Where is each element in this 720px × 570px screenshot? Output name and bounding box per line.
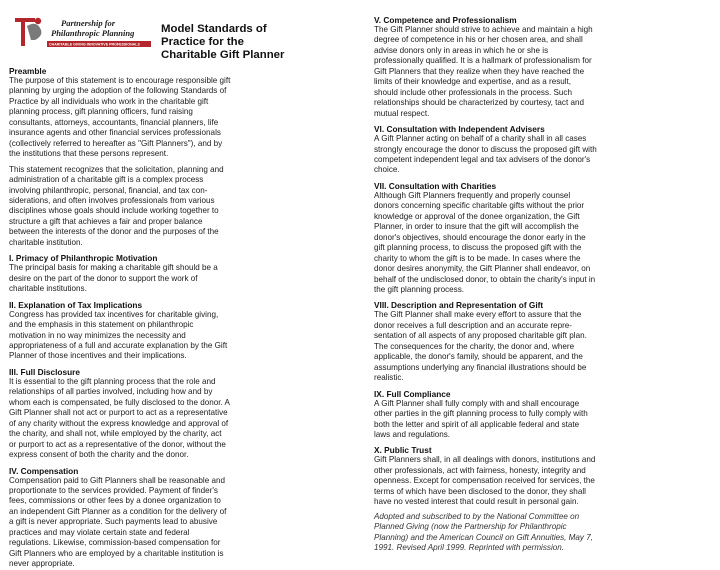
- text-line: donor's objectives, should encourage the donor early in the: [374, 232, 586, 242]
- logo-tagline: CHARITABLE GIVING INNOVATIVE PROFESSIONALS: [49, 42, 140, 47]
- text-line: practices and may violate certain state and federal: [9, 527, 190, 537]
- section-paragraph: [9, 263, 340, 294]
- right-body: [374, 15, 705, 508]
- section-heading: VII. Consultation with Charities: [374, 180, 497, 191]
- text-line: should include other professionals in the process. Such: [374, 87, 572, 97]
- footer-line: Planning) and the American Council on Gift Annuities, May 7,: [374, 532, 593, 542]
- text-line: consultants, attorneys, accountants, financial planners, life: [9, 117, 219, 127]
- text-line: Practice by all individuals who work in the charitable gift: [9, 96, 209, 106]
- logo-line2: Philanthropic Planning: [51, 28, 135, 38]
- text-line: administration of a charitable gift is a complex process: [9, 175, 204, 185]
- text-line: sentation of all aspects of any proposed charitable gift plan.: [374, 331, 587, 341]
- text-line: insurance agents and other financial services professionals: [9, 128, 221, 138]
- text-line: Congress has provided tax incentives for charitable giving,: [9, 309, 219, 319]
- text-line: Planner, in order to insure that the gift will accomplish the: [374, 222, 579, 232]
- document-header: [9, 0, 340, 66]
- text-line: desire on the part of the donor to support the work of: [9, 273, 198, 283]
- text-line: express consent of both the charity and the donor.: [9, 450, 189, 460]
- text-line: charitable institutions.: [9, 284, 87, 294]
- text-line: charitable institution.: [9, 237, 83, 247]
- section-paragraph: [374, 25, 705, 119]
- text-line: limits of their knowledge and expertise, and as a result,: [374, 77, 572, 87]
- text-line: between the interests of the donor and the purposes of the: [9, 227, 219, 237]
- text-line: It is essential to the gift planning process that the role and: [9, 376, 216, 386]
- text-line: the charity, and shall not, while employed by the charity, act: [9, 429, 222, 439]
- text-line: The principal basis for making a charitable gift should be a: [9, 263, 218, 273]
- text-line: motivation in no way minimizes the necessity and: [9, 330, 186, 340]
- logo-line1: Partnership for: [61, 18, 116, 28]
- text-line: advise donors only in areas in which he or she is: [374, 45, 549, 55]
- partnership-logo: [11, 12, 153, 52]
- text-line: donor desires anonymity, the Gift Planner shall endeavor, on: [374, 264, 591, 274]
- document-title-line: Model Standards of: [161, 23, 267, 35]
- text-line: relationships should be characterized by courtesy, tact and: [374, 98, 584, 108]
- text-line: The Gift Planner should strive to achieve and maintain a high: [374, 25, 593, 34]
- text-line: behalf of the undisclosed donor, to obtain the charity's input in: [374, 274, 596, 284]
- text-line: Gift Planners that they realize when they have reached the: [374, 66, 585, 76]
- text-line: planning process, gift planning officers, fund raising: [9, 107, 193, 117]
- text-line: realistic.: [374, 373, 404, 383]
- text-line: The purpose of this statement is to encourage responsible gift: [9, 76, 231, 85]
- text-line: choice.: [374, 165, 400, 175]
- text-line: planning by urging the adoption of the following Standards of: [9, 86, 227, 96]
- section-heading: V. Competence and Professionalism: [374, 15, 517, 25]
- text-line: Gift Planners shall, in all dealings with donors, institutions and: [374, 455, 596, 465]
- section-heading: IX. Full Compliance: [374, 388, 451, 399]
- text-line: (collectively referred to hereafter as "Gift Planners"), and by: [9, 138, 223, 148]
- text-line: Although Gift Planners frequently and properly counsel: [374, 190, 571, 200]
- section-paragraph: [9, 76, 340, 160]
- section-heading: X. Public Trust: [374, 445, 432, 456]
- left-column: [9, 0, 340, 570]
- section-heading: VI. Consultation with Independent Advisers: [374, 124, 545, 135]
- text-line: openness. Except for compensation received for services, the: [374, 476, 595, 486]
- left-body: [9, 66, 340, 570]
- text-line: structure a gift that achieves a fair and proper balance: [9, 216, 203, 226]
- footer-line: Planned Giving (now the Partnership for Philanthropic: [374, 522, 567, 532]
- footer-line: Adopted and subscribed to by the National Committee on: [374, 511, 580, 521]
- section-heading: IV. Compensation: [9, 465, 79, 476]
- text-line: donor receives a full description and an accurate repre-: [374, 320, 572, 330]
- text-line: The consequences for the charity, the donor and, where: [374, 341, 575, 351]
- text-line: The Gift Planner shall make every effort to assure that the: [374, 310, 582, 320]
- text-line: the gift planning process.: [374, 284, 464, 294]
- text-line: relationships of all parties involved, including how and by: [9, 387, 213, 397]
- footer-line: 1991. Revised April 1999. Reprinted with permission.: [374, 543, 565, 553]
- text-line: siderations, and often involves professionals from various: [9, 195, 215, 205]
- text-line: degree of competence in his or her chosen area, and shall: [374, 35, 583, 45]
- text-line: appropriateness of a full and accurate explanation by the Gift: [9, 340, 228, 350]
- right-column: [374, 0, 705, 553]
- section-heading: II. Explanation of Tax Implications: [9, 299, 143, 310]
- text-line: Gift Planner shall not act or purport to act as a representative: [9, 408, 228, 418]
- text-line: and the emphasis in this statement on philanthropic: [9, 320, 194, 330]
- section-heading: I. Primacy of Philanthropic Motivation: [9, 253, 158, 264]
- section-paragraph: [374, 399, 705, 441]
- section-paragraph: [374, 310, 705, 383]
- section-paragraph: [374, 455, 705, 507]
- text-line: applicable, the donor's family, should be apparent, and the: [374, 352, 583, 362]
- section-paragraph: [374, 134, 705, 176]
- text-line: never appropriate.: [9, 559, 75, 569]
- text-line: Gift Planners who are employed by a charitable institution is: [9, 548, 224, 558]
- text-line: of any charity without the express knowledge and approval of: [9, 418, 229, 428]
- document-title: [161, 23, 351, 62]
- text-line: Compensation paid to Gift Planners shall be reasonable and: [9, 475, 225, 485]
- text-line: an independent Gift Planner as a condition for the delivery of: [9, 506, 227, 516]
- document-title-line: Charitable Gift Planner: [161, 49, 285, 61]
- text-line: This statement recognizes that the solicitation, planning and: [9, 164, 224, 174]
- text-line: other parties in the gift planning process to fully comply with: [374, 409, 588, 419]
- document-title-line: Practice for the: [161, 36, 244, 48]
- text-line: or purport to act as a representative of the donor, without the: [9, 439, 226, 449]
- text-line: A Gift Planner shall fully comply with and shall encourage: [374, 398, 580, 408]
- text-line: gift planning process, to discuss the proposed gift with the: [374, 243, 582, 253]
- text-line: knowledge or approval of the donee organization, the Gift: [374, 211, 580, 221]
- text-line: terms of which have been disclosed to the donor, they shall: [374, 486, 586, 496]
- text-line: charity to whom the gift is to be made. In cases where the: [374, 253, 581, 263]
- text-line: strongly encourage the donor to discuss the proposed gift with: [374, 144, 597, 154]
- text-line: the institutions that these persons represent.: [9, 149, 169, 159]
- text-line: professionally qualified. It is a hallmark of professionalism for: [374, 56, 592, 66]
- text-line: Planner of those incentives and their implications.: [9, 351, 187, 361]
- text-line: donors concerning specific charitable gifts without the prior: [374, 201, 585, 211]
- section-paragraph: [374, 191, 705, 296]
- section-paragraph: [9, 377, 340, 461]
- text-line: proportionate to the services provided. Payment of finder's: [9, 485, 218, 495]
- text-line: whom each is compensated, be fully disclosed to the donor. A: [9, 397, 230, 407]
- text-line: have no vested interest that could result in personal gain.: [374, 497, 579, 507]
- adoption-note: [374, 512, 705, 554]
- section-heading: VIII. Description and Representation of Gift: [374, 300, 544, 311]
- section-paragraph: [9, 476, 340, 570]
- text-line: assumptions underlying any financial illustrations should be: [374, 362, 587, 372]
- text-line: other professionals, act with fairness, honesty, integrity and: [374, 465, 586, 475]
- text-line: disciplines whose goals should include working together to: [9, 206, 219, 216]
- text-line: laws and regulations.: [374, 429, 451, 439]
- text-line: regulations. Likewise, commission-based compensation for: [9, 538, 221, 548]
- text-line: a gift is never appropriate. Such payments lead to abusive: [9, 517, 218, 527]
- text-line: fees, commissions or other fees by a donee organization to: [9, 496, 221, 506]
- text-line: competent independent legal and tax advisers of the donor's: [374, 154, 591, 164]
- text-line: A Gift Planner acting on behalf of a charity shall in all cases: [374, 134, 587, 144]
- section-paragraph: [9, 310, 340, 362]
- section-heading: Preamble: [9, 66, 47, 76]
- text-line: involving philanthropic, personal, financial, and tax con-: [9, 185, 208, 195]
- section-paragraph: [9, 165, 340, 249]
- logo-mark-icon: [11, 12, 153, 52]
- text-line: both the letter and spirit of all applicable federal and state: [374, 419, 580, 429]
- section-heading: III. Full Disclosure: [9, 366, 81, 377]
- text-line: mutual respect.: [374, 108, 430, 118]
